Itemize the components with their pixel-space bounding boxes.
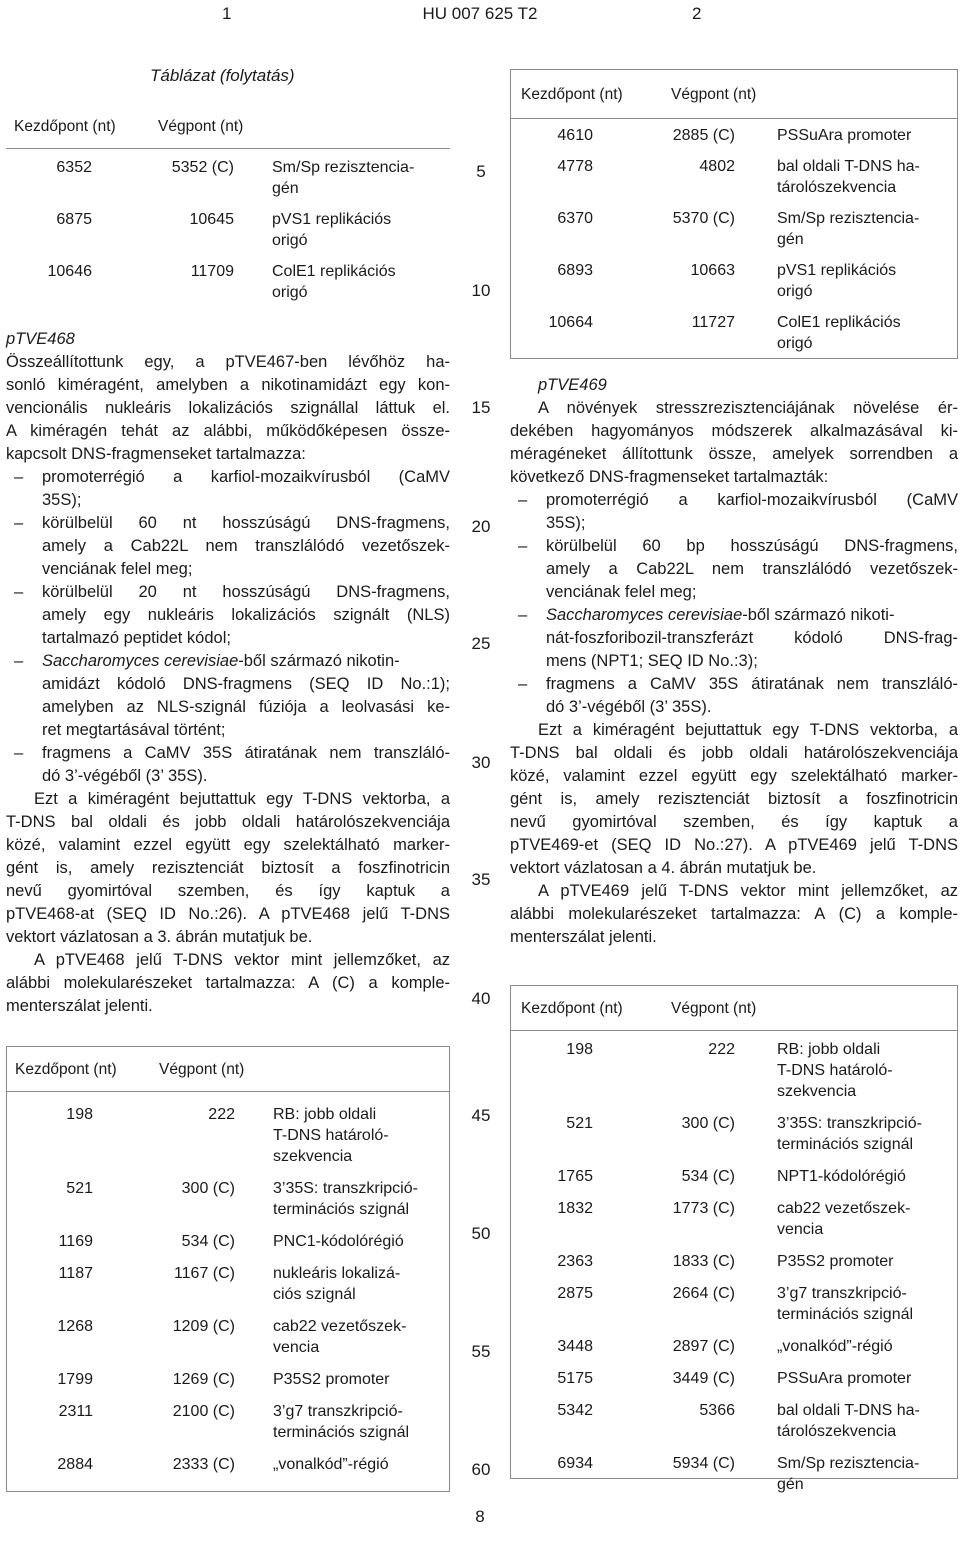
cell-description [272, 209, 450, 251]
cell-description-line: Sm/Sp rezisztencia- [777, 1455, 920, 1472]
cell-start: 4610 [557, 127, 593, 144]
cell-description-line: „vonalkód”-régió [273, 1456, 389, 1473]
cell-description [777, 125, 957, 146]
cell-description-line: 3’g7 transzkripció- [777, 1285, 907, 1302]
cell-description-line: ciós szignál [273, 1286, 356, 1303]
text-line: menterszálat jelenti. [6, 997, 153, 1015]
line-number: 30 [471, 753, 491, 772]
text-line: alábbi molekularészeket tartalmazza: A (C) a komple- [6, 974, 450, 992]
table-row [7, 1369, 449, 1390]
col-header-start: Kezdőpont (nt) [521, 85, 623, 103]
col-header-end: Végpont (nt) [671, 85, 757, 103]
left-dash-fragment-35s: – fragmens a CaMV 35S átiratának nem transzláló- dó 3’-végéből (3’ 35S). [6, 742, 450, 788]
cell-description-line: gén [777, 231, 804, 248]
cell-end: 1773 (C) [672, 1200, 735, 1217]
col-header-start: Kezdőpont (nt) [521, 999, 623, 1017]
cell-description [273, 1231, 449, 1252]
col-header-start: Kezdőpont (nt) [15, 1060, 117, 1078]
text-line: amely a Cab22L nem transzlálódó vezetőszek- [42, 537, 450, 555]
table-b [6, 1046, 450, 1492]
text-line: tartalmazó peptidet kódol; [42, 629, 231, 647]
cell-end: 222 [208, 1106, 235, 1123]
cell-end: 2885 (C) [672, 127, 735, 144]
table-row [511, 1336, 957, 1357]
table-row [7, 1454, 449, 1475]
table-row [511, 312, 957, 354]
text-line: 35S); [42, 491, 82, 509]
cell-description [777, 312, 957, 354]
cell-start: 2875 [557, 1285, 593, 1302]
text-line: amely a Cab22L nem transzlálódó vezetőszek- [546, 560, 958, 578]
cell-description-line: origó [777, 283, 813, 300]
table-row [511, 1251, 957, 1272]
dash-item-text [42, 512, 450, 581]
table-row [511, 1039, 957, 1102]
cell-end: 1833 (C) [672, 1253, 735, 1270]
cell-description-line: bal oldali T-DNS ha- [777, 158, 920, 175]
cell-description-line: T-DNS határoló- [777, 1062, 893, 1079]
cell-end: 5366 [699, 1402, 735, 1419]
cell-start: 521 [66, 1180, 93, 1197]
dash-marker: – [14, 583, 24, 601]
dash-marker: – [14, 468, 24, 486]
cell-end: 222 [708, 1041, 735, 1058]
right-paragraph-3 [510, 880, 958, 949]
cell-description-line: szekvencia [777, 1083, 857, 1100]
table-row [7, 1104, 449, 1167]
dash-item-text [546, 535, 958, 604]
cell-description-line: tárolószekvencia [777, 179, 897, 196]
table-row [511, 156, 957, 198]
table-b-header [7, 1047, 449, 1092]
cell-end: 2664 (C) [672, 1285, 735, 1302]
text-line: fragmens a CaMV 35S átiratának nem transzláló- [42, 744, 450, 762]
text-line: sonló kiméragént, amelyben a nikotinamidázt egy kon- [6, 376, 450, 394]
col-header-start: Kezdőpont (nt) [14, 117, 116, 135]
cell-description-line: gén [777, 1476, 804, 1493]
cell-description-line: RB: jobb oldali [777, 1041, 881, 1058]
left-fragment-list [6, 466, 450, 650]
text-line: promoterrégió a karfiol-mozaikvírusból (CaMV [42, 468, 450, 486]
text-line: mens (NPT1; SEQ ID No.:3); [546, 652, 758, 670]
cell-start: 198 [566, 1041, 593, 1058]
cell-description [272, 261, 450, 303]
table-row [6, 209, 450, 251]
line-number: 5 [476, 162, 486, 181]
text-line: körülbelül 60 bp hosszúságú DNS-fragmens, [546, 537, 958, 555]
cell-description-line: origó [272, 232, 308, 249]
left-text-block [6, 328, 450, 1018]
cell-description [273, 1401, 449, 1443]
cell-description-line: terminációs szignál [777, 1136, 914, 1153]
cell-description-line: szekvencia [273, 1148, 353, 1165]
left-sacc-rest: -ből származó nikotin- [238, 652, 400, 670]
text-line: Ezt a kiméragént bejuttattuk egy T-DNS vektorba, a [34, 790, 450, 808]
text-line: körülbelül 60 nt hosszúságú DNS-fragmens, [42, 514, 450, 532]
cell-description [777, 1400, 957, 1442]
cell-description [273, 1316, 449, 1358]
cell-end: 4802 [699, 158, 735, 175]
dash-list-item [6, 466, 450, 512]
text-line: Összeállítottunk egy, a pTVE467-ben lévőhöz ha- [6, 353, 450, 371]
table-row [511, 1198, 957, 1240]
cell-start: 1765 [557, 1168, 593, 1185]
text-line: 35S); [546, 514, 586, 532]
text-line: közé, valamint ezzel együtt egy szelektálható marker- [6, 836, 450, 854]
cell-start: 6893 [557, 262, 593, 279]
text-line: közé, valamint ezzel együtt egy szelektálható marker- [510, 767, 958, 785]
text-line: pTVE469-et (SEQ ID No.:27). A pTVE469 jelű T-DNS [510, 836, 958, 854]
text-line: nát-foszforibozil-transzferázt kódoló DNS-frag- [546, 629, 958, 647]
text-line: Ezt a kiméragént bejuttattuk egy T-DNS vektorba, a [538, 721, 958, 739]
dash-list-item [6, 581, 450, 650]
left-paragraph-3 [6, 949, 450, 1018]
cell-end: 1209 (C) [172, 1318, 235, 1335]
line-number: 10 [471, 281, 491, 300]
text-line: nevű gyomirtóval szemben, és így kaptuk a [510, 813, 958, 831]
left-dash-saccharomyces: – Saccharomyces cerevisiae-ből származó nikotin- amidázt kódoló DNS-fragmens (SEQ ID No.:1); amelyben az NLS-szignál fúziója a leolvasási ke- ret megtartásával történt; [6, 650, 450, 742]
cell-description [777, 1113, 957, 1155]
text-line: menterszálat jelenti. [510, 928, 657, 946]
text-line: A pTVE469 jelű T-DNS vektor mint jellemzőket, az [538, 882, 958, 900]
cell-start: 1832 [557, 1200, 593, 1217]
cell-end: 3449 (C) [672, 1370, 735, 1387]
ptve468-heading: pTVE468 [6, 330, 75, 348]
cell-description [273, 1369, 449, 1390]
cell-end: 2333 (C) [172, 1456, 235, 1473]
left-sacc-italic: Saccharomyces cerevisiae [42, 652, 239, 670]
text-line: fragmens a CaMV 35S átiratának nem transzláló- [546, 675, 958, 693]
text-line: dó 3’-végéből (3’ 35S). [42, 767, 208, 785]
table-row [511, 1400, 957, 1442]
text-line: amely egy nukleáris lokalizációs szignált (NLS) [42, 606, 450, 624]
cell-description-line: ColE1 replikációs [272, 263, 396, 280]
dash-marker: – [518, 537, 528, 555]
cell-start: 4778 [557, 158, 593, 175]
text-line: következő DNS-fragmenseket tartalmazták: [510, 468, 829, 486]
cell-start: 10646 [47, 263, 92, 280]
text-line: T-DNS bal oldali és jobb oldali határolószekvenciája [510, 744, 958, 762]
cell-start: 521 [566, 1115, 593, 1132]
text-line: alábbi molekularészeket tartalmazza: A (C) a komple- [510, 905, 958, 923]
cell-description-line: cab22 vezetőszek- [273, 1318, 407, 1335]
text-line: pTVE468-at (SEQ ID No.:26). A pTVE468 jelű T-DNS [6, 905, 450, 923]
table-d [510, 985, 958, 1493]
cell-description-line: NPT1-kódolórégió [777, 1168, 906, 1185]
text-line: gént is, amely rezisztenciát biztosít a foszfinotricin [6, 859, 450, 877]
table-row [7, 1263, 449, 1305]
cell-start: 10664 [548, 314, 593, 331]
table-a-header [6, 104, 450, 149]
table-c-header [511, 70, 957, 119]
cell-start: 1268 [57, 1318, 93, 1335]
line-number: 15 [471, 398, 491, 417]
table-row [511, 1453, 957, 1495]
cell-description-line: PSSuAra promoter [777, 127, 912, 144]
dash-list-item [6, 512, 450, 581]
table-row [511, 208, 957, 250]
dash-marker: – [518, 491, 528, 509]
cell-description-line: ColE1 replikációs [777, 314, 901, 331]
cell-description-line: PSSuAra promoter [777, 1370, 912, 1387]
text-line: venciának felel meg; [546, 583, 697, 601]
cell-start: 6352 [56, 159, 92, 176]
text-line: gént is, amely rezisztenciát biztosít a foszfinotricin [510, 790, 958, 808]
cell-description-line: P35S2 promoter [273, 1371, 390, 1388]
cell-description-line: vencia [273, 1339, 320, 1356]
cell-start: 5342 [557, 1402, 593, 1419]
cell-start: 2311 [58, 1403, 93, 1420]
text-line: dó 3’-végéből (3’ 35S). [546, 698, 712, 716]
text-line: promoterrégió a karfiol-mozaikvírusból (CaMV [546, 491, 958, 509]
cell-description-line: vencia [777, 1221, 824, 1238]
cell-end: 10645 [189, 211, 234, 228]
table-row [7, 1316, 449, 1358]
cell-description-line: cab22 vezetőszek- [777, 1200, 911, 1217]
table-row [511, 260, 957, 302]
dash-list-item [510, 535, 958, 604]
col-header-end: Végpont (nt) [671, 999, 757, 1017]
line-number: 45 [471, 1106, 491, 1125]
cell-end: 5352 (C) [171, 159, 234, 176]
cell-end: 2100 (C) [172, 1403, 235, 1420]
cell-description [273, 1454, 449, 1475]
cell-description [777, 1198, 957, 1240]
cell-start: 3448 [557, 1338, 593, 1355]
text-line: T-DNS bal oldali és jobb oldali határolószekvenciája [6, 813, 450, 831]
cell-start: 1169 [58, 1233, 93, 1250]
cell-description [777, 1283, 957, 1325]
cell-end: 11727 [691, 314, 735, 331]
text-line: amelyben az NLS-szignál fúziója a leolvasási ke- [42, 698, 450, 716]
cell-end: 2897 (C) [672, 1338, 735, 1355]
text-line: nevű gyomirtóval szemben, és így kaptuk a [6, 882, 450, 900]
table-row [7, 1178, 449, 1220]
right-dash-fragment-35s: – fragmens a CaMV 35S átiratának nem transzláló- dó 3’-végéből (3’ 35S). [510, 673, 958, 719]
ptve468-intro [6, 351, 450, 466]
table-continuation-title: Táblázat (folytatás) [150, 66, 295, 85]
cell-start: 6934 [557, 1455, 593, 1472]
right-paragraph-2 [510, 719, 958, 880]
cell-description-line: origó [272, 284, 308, 301]
cell-description-line: terminációs szignál [777, 1306, 914, 1323]
cell-start: 6370 [557, 210, 593, 227]
table-d-header [511, 986, 957, 1031]
cell-description [273, 1178, 449, 1220]
cell-end: 1269 (C) [172, 1371, 235, 1388]
dash-marker: – [14, 514, 24, 532]
cell-end: 1167 (C) [173, 1265, 235, 1282]
table-row [511, 1166, 957, 1187]
cell-description-line: T-DNS határoló- [273, 1127, 389, 1144]
cell-description-line: nukleáris lokalizá- [273, 1265, 401, 1282]
line-number: 40 [471, 989, 491, 1008]
table-row [7, 1231, 449, 1252]
right-page-number: 2 [692, 4, 702, 23]
cell-description-line: Sm/Sp rezisztencia- [777, 210, 920, 227]
cell-start: 6875 [56, 211, 92, 228]
dash-item-text [546, 489, 958, 535]
table-a-body [6, 149, 450, 303]
cell-description-line: origó [777, 335, 813, 352]
right-fragment-list [510, 489, 958, 604]
cell-end: 5934 (C) [672, 1455, 735, 1472]
text-line: amidázt kódoló DNS-fragmens (SEQ ID No.:1); [42, 675, 450, 693]
ptve469-heading: pTVE469 [538, 376, 607, 394]
cell-end: 534 (C) [681, 1168, 735, 1185]
table-row [511, 1368, 957, 1389]
text-line: vektort vázlatosan a 4. ábrán mutatjuk be. [510, 859, 817, 877]
table-row [6, 261, 450, 303]
cell-description [777, 208, 957, 250]
right-sacc-rest: -ből származó nikoti- [742, 606, 895, 624]
cell-end: 300 (C) [681, 1115, 735, 1132]
cell-description [777, 1453, 957, 1495]
text-line: A pTVE468 jelű T-DNS vektor mint jellemzőket, az [34, 951, 450, 969]
cell-end: 10663 [690, 262, 735, 279]
cell-description [273, 1263, 449, 1305]
col-header-end: Végpont (nt) [159, 1060, 245, 1078]
text-line: A növények stresszrezisztenciájának növelése ér- [538, 399, 958, 417]
line-number: 25 [471, 634, 491, 653]
cell-description [777, 1368, 957, 1389]
cell-description-line: pVS1 replikációs [272, 211, 392, 228]
table-row [6, 157, 450, 199]
text-line: venciának felel meg; [42, 560, 193, 578]
cell-description-line: RB: jobb oldali [273, 1106, 377, 1123]
cell-start: 2884 [57, 1456, 93, 1473]
cell-start: 5175 [557, 1370, 593, 1387]
left-page-number: 1 [222, 4, 232, 23]
cell-end: 11709 [190, 263, 234, 280]
patent-number: HU 007 625 T2 [422, 4, 538, 23]
text-line: méragéneket állítottunk össze, amelyek sorrendben a [510, 445, 958, 463]
right-sacc-italic: Saccharomyces cerevisiae [546, 606, 743, 624]
cell-description-line: Sm/Sp rezisztencia- [272, 159, 415, 176]
text-line: A kiméragén tehát az alábbi, működőképesen össze- [6, 422, 450, 440]
cell-description-line: terminációs szignál [273, 1424, 410, 1441]
table-d-body [511, 1031, 957, 1495]
cell-description [777, 260, 957, 302]
table-row [511, 125, 957, 146]
dash-item-text [42, 581, 450, 650]
dash-list-item [510, 489, 958, 535]
footer-page-number: 8 [475, 1507, 485, 1526]
cell-end: 300 (C) [181, 1180, 235, 1197]
cell-start: 2363 [557, 1253, 593, 1270]
text-line: ret megtartásával történt; [42, 721, 226, 739]
line-number: 60 [471, 1460, 491, 1479]
cell-description-line: P35S2 promoter [777, 1253, 894, 1270]
cell-start: 198 [66, 1106, 93, 1123]
table-a [6, 104, 450, 313]
cell-end: 5370 (C) [672, 210, 735, 227]
cell-start: 1187 [58, 1265, 93, 1282]
cell-description-line: terminációs szignál [273, 1201, 410, 1218]
text-line: körülbelül 20 nt hosszúságú DNS-fragmens, [42, 583, 450, 601]
cell-description-line: gén [272, 180, 299, 197]
table-row [7, 1401, 449, 1443]
text-line: vencionális nukleáris lokalizációs szignállal láttuk el. [6, 399, 450, 417]
cell-description-line: 3’g7 transzkripció- [273, 1403, 403, 1420]
line-number: 20 [471, 517, 491, 536]
col-header-end: Végpont (nt) [158, 117, 244, 135]
text-line: kapcsolt DNS-fragmenseket tartalmazza: [6, 445, 306, 463]
cell-description [777, 1336, 957, 1357]
ptve469-intro [510, 397, 958, 489]
cell-description [272, 157, 450, 199]
cell-description-line: 3’35S: transzkripció- [273, 1180, 418, 1197]
table-row [511, 1113, 957, 1155]
cell-description [777, 1039, 957, 1102]
cell-description-line: „vonalkód”-régió [777, 1338, 893, 1355]
line-number: 55 [471, 1342, 491, 1361]
cell-end: 534 (C) [181, 1233, 235, 1250]
cell-description [777, 1166, 957, 1187]
table-c [510, 69, 958, 359]
text-line: dekében hagyományos módszerek alkalmazásával ki- [510, 422, 958, 440]
cell-description-line: bal oldali T-DNS ha- [777, 1402, 920, 1419]
table-row [511, 1283, 957, 1325]
cell-start: 1799 [57, 1371, 93, 1388]
line-number: 35 [471, 870, 491, 889]
right-text-block [510, 374, 958, 949]
text-line: vektort vázlatosan a 3. ábrán mutatjuk be. [6, 928, 313, 946]
cell-description [777, 1251, 957, 1272]
cell-description-line: PNC1-kódolórégió [273, 1233, 404, 1250]
cell-description [777, 156, 957, 198]
cell-description-line: 3’35S: transzkripció- [777, 1115, 922, 1132]
cell-description [273, 1104, 449, 1167]
dash-item-text [42, 466, 450, 512]
table-b-body [7, 1092, 449, 1475]
right-dash-saccharomyces: – Saccharomyces cerevisiae-ből származó nikoti- nát-foszforibozil-transzferázt kódoló DNS-frag- mens (NPT1; SEQ ID No.:3); [510, 604, 958, 673]
left-paragraph-2 [6, 788, 450, 949]
line-number: 50 [471, 1224, 491, 1243]
cell-description-line: tárolószekvencia [777, 1423, 897, 1440]
table-c-body [511, 119, 957, 354]
cell-description-line: pVS1 replikációs [777, 262, 897, 279]
